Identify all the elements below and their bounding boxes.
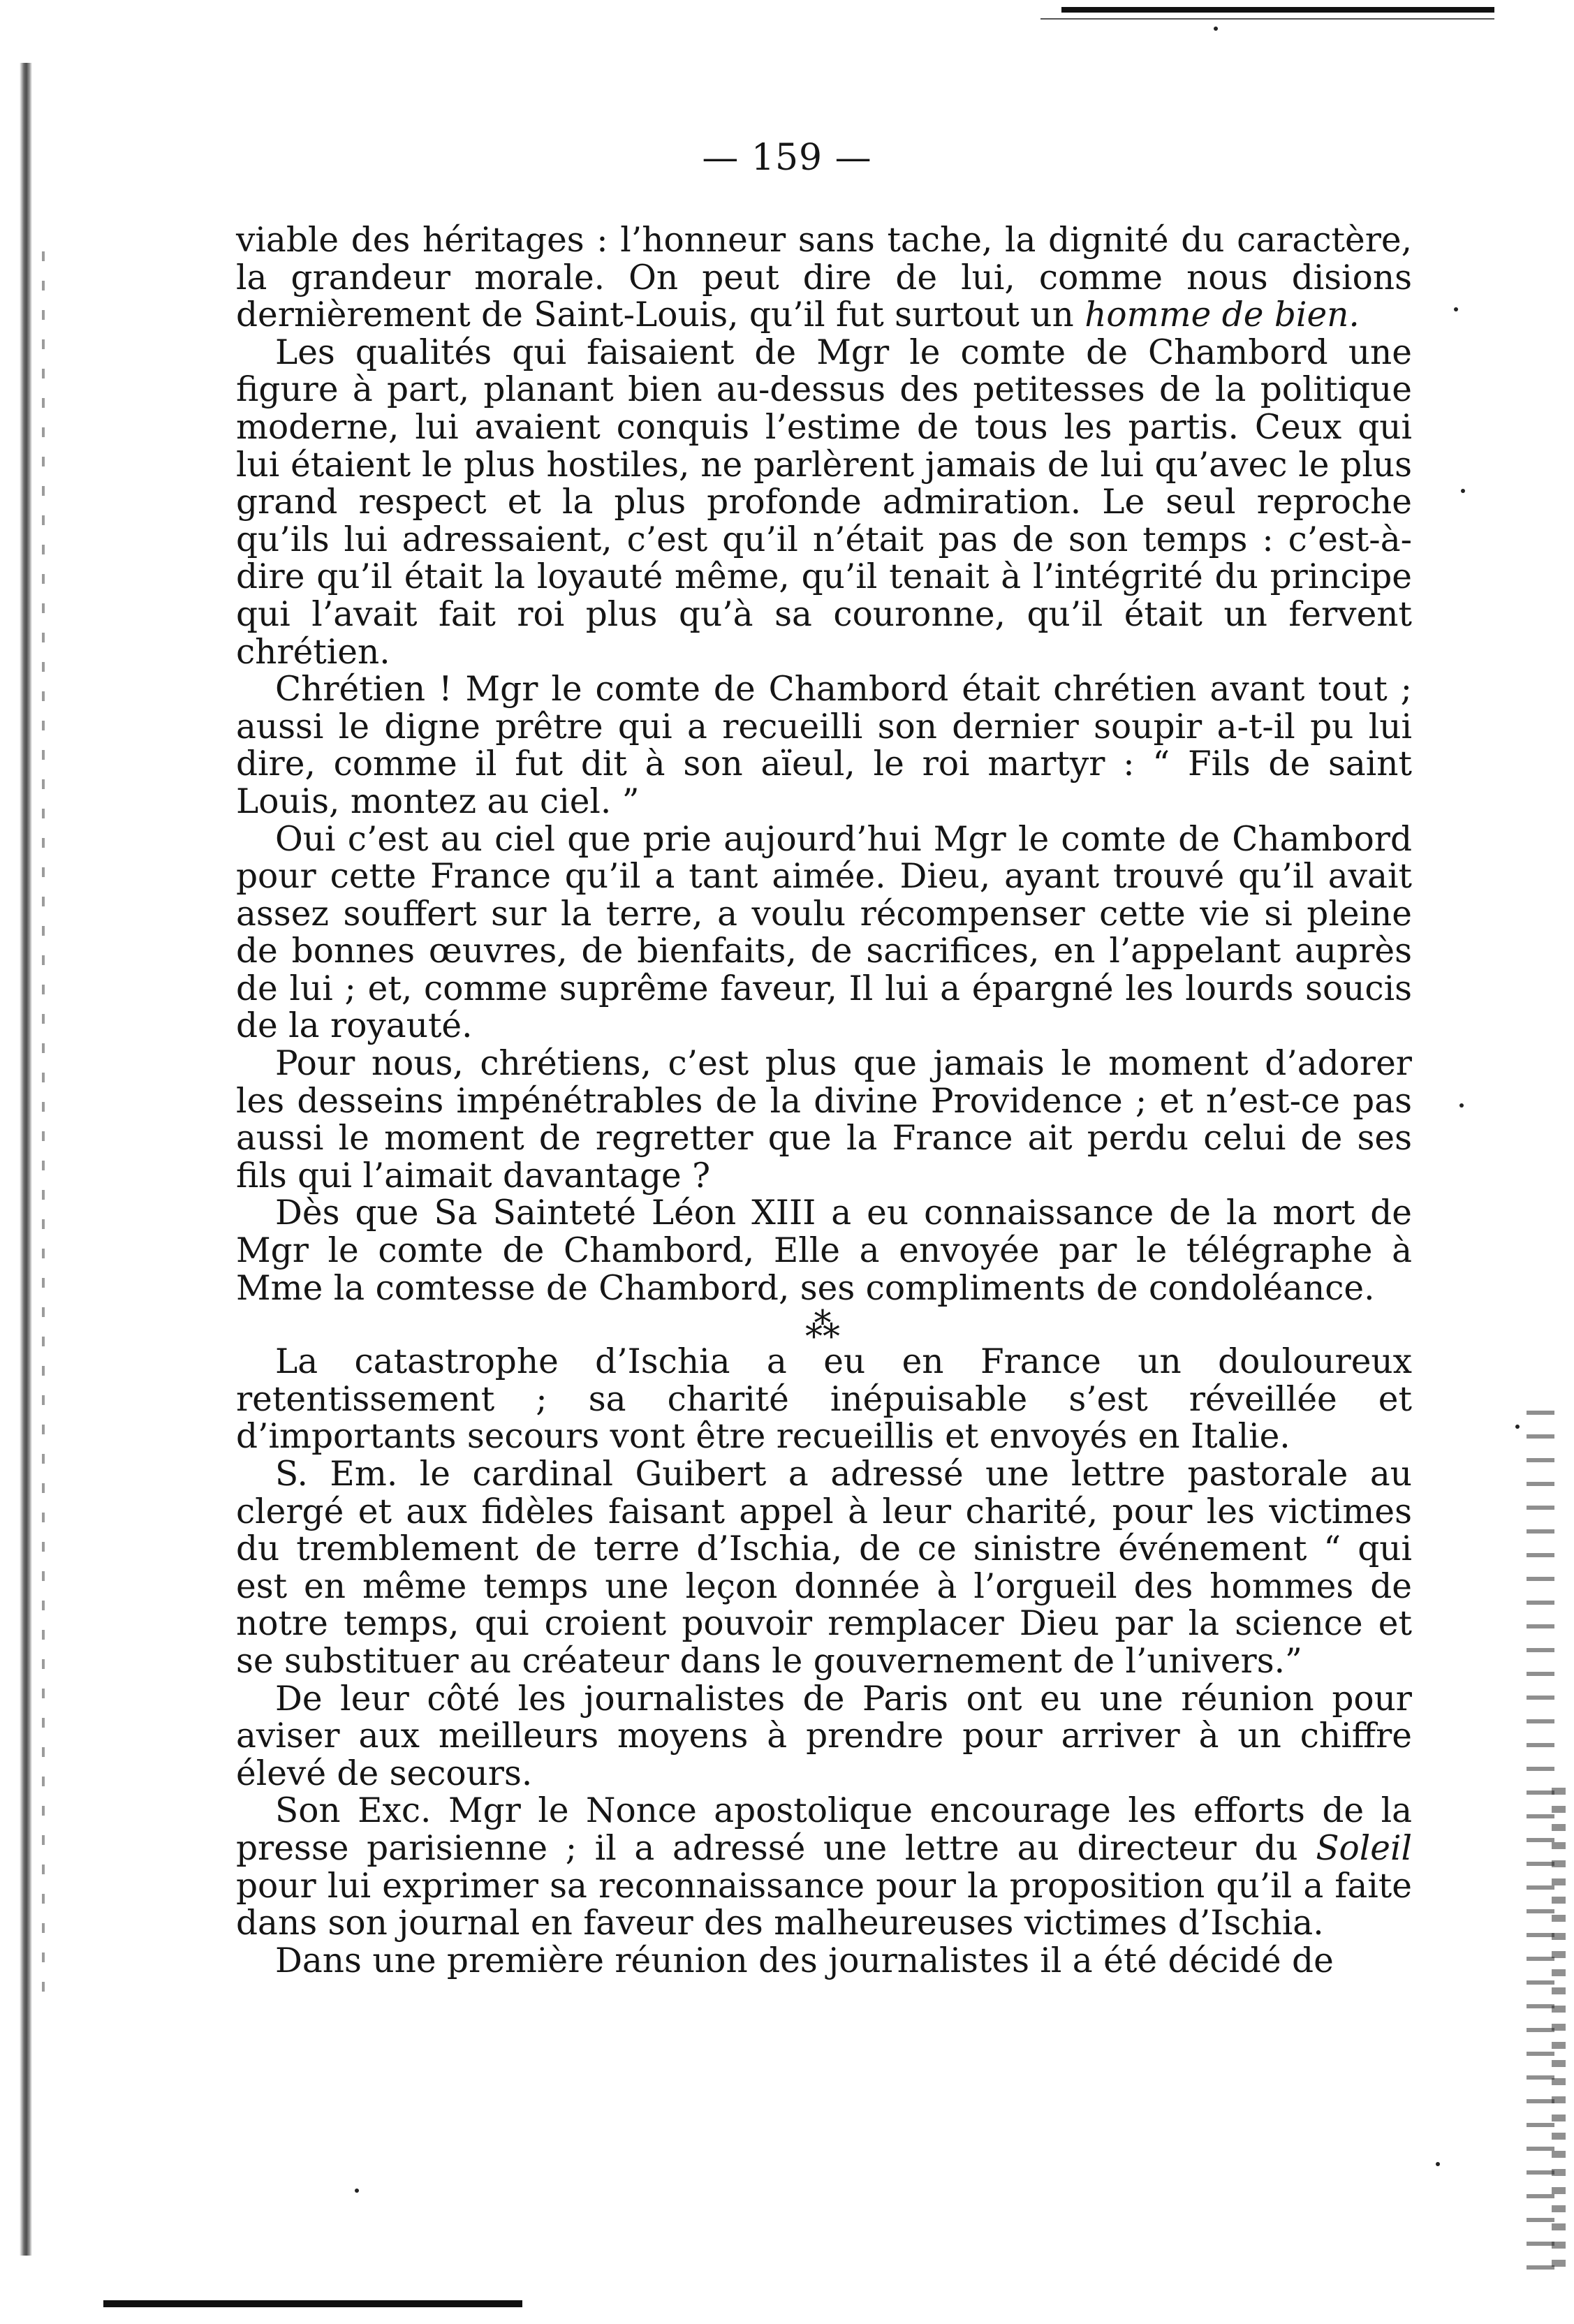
italic-text: Soleil [1316,1828,1412,1868]
text-run: Les qualités qui faisaient de Mgr le comte de Chambord une figure à part, planant bien au-dessus des petitesses de la politique moderne, lui avaient conquis l’estime de tous les partis. Ceux qui lui étaient le plus hostiles, ne parlèrent jamais de lui qu’avec le plus grand respect et la plus profonde admiration. Le seul reproche qu’ils lui adressaient, c’est qu’il n’était pas de son temps : c’est-à-dire qu’il était la loyauté même, qu’il tenait à l’intégrité du principe qui l’avait fait roi plus qu’à sa couronne, qu’il était un fervent chrétien. [236,332,1412,672]
scan-right-specks-secondary [1552,1788,1566,2277]
scan-speck [1515,1425,1520,1429]
text-run: Pour nous, chrétiens, c’est plus que jamais le moment d’adorer les desseins impénétrables de la divine Providence ; et n’est-ce pas aussi le moment de regretter que la France ait perdu celui de ses fils qui l’aimait davantage ? [236,1044,1412,1196]
text-run: Dès que Sa Sainteté Léon XIII a eu connaissance de la mort de Mgr le comte de Chambord, Elle a envoyée par le télégraphe à Mme la comtesse de Chambord, ses compliments de condoléance. [236,1193,1412,1308]
paragraph [236,1344,1412,1456]
paragraph [236,1681,1412,1793]
text-run: Chrétien ! Mgr le comte de Chambord était chrétien avant tout ; aussi le digne prêtre qui a recueilli son dernier soupir a-t-il pu lui dire, comme il fut dit à son aïeul, le roi martyr : “ Fils de saint Louis, montez au ciel. ” [236,670,1412,821]
paragraph [236,1793,1412,1942]
text-run: S. Em. le cardinal Guibert a adressé une lettre pastorale au clergé et aux fidèles faisant appel à leur charité, pour les victimes du tremblement de terre d’Ischia, de ce sinistre événement “ qui est en même temps une leçon donnée à l’orgueil des hommes de notre temps, qui croient pouvoir remplacer Dieu par la science et se substituer au créateur dans le gouvernement de l’univers.” [236,1455,1412,1681]
paragraph [236,821,1412,1046]
scan-top-rule-thin [1040,18,1494,20]
scan-right-specks [1527,1411,1554,2277]
paragraph [236,222,1412,334]
paragraph [236,671,1412,821]
scan-speck [1459,1103,1464,1108]
text-run: Dans une première réunion des journalistes il a été décidé de [275,1941,1334,1980]
scan-edge-shadow [20,63,32,2256]
scan-top-rule [1061,7,1494,13]
paragraph [236,1943,1412,1980]
paragraph [236,1045,1412,1195]
italic-text: homme de bien. [1084,295,1360,335]
text-run: De leur côté les journalistes de Paris ont eu une réunion pour aviser aux meilleurs moyens à prendre pour arriver à un chiffre élevé de secours. [236,1679,1412,1793]
text-run: La catastrophe d’Ischia a eu en France un douloureux retentissement ; sa charité inépuisable s’est réveillée et d’importants secours vont être recueillis et envoyés en Italie. [236,1342,1412,1457]
text-run: pour lui exprimer sa reconnaissance pour la proposition qu’il a faite dans son journal en faveur des malheureuses victimes d’Ischia. [236,1866,1412,1943]
scan-speck [355,2189,359,2193]
paragraph [236,1195,1412,1307]
scan-edge-specks [42,251,45,1997]
page-number: — 159 — [702,137,872,179]
body-text [236,222,1412,1980]
scan-bottom-rule [103,2300,522,2307]
scan-speck [1436,2162,1440,2166]
text-run: viable des héritages : l’honneur sans tache, la dignité du caractère, la grandeur morale. On peut dire de lui, comme nous disions dernièrement de Saint-Louis, qu’il fut surtout un [236,221,1412,335]
scan-speck [1214,27,1218,31]
text-run: Oui c’est au ciel que prie aujourd’hui Mgr le comte de Chambord pour cette France qu’il a tant aimée. Dieu, ayant trouvé qu’il avait assez souffert sur la terre, a voulu récompenser cette vie si pleine de bonnes œuvres, de bienfaits, de sacrifices, en l’appelant auprès de lui ; et, comme suprême faveur, Il lui a épargné les lourds soucis de la royauté. [236,819,1412,1046]
section-asterism: ⁂ [805,1305,843,1346]
scan-speck [1454,307,1458,311]
paragraph [236,1456,1412,1681]
scan-speck [1461,489,1465,493]
text-run: Son Exc. Mgr le Nonce apostolique encourage les efforts de la presse parisienne ; il a adressé une lettre au directeur du [236,1791,1412,1868]
paragraph [236,334,1412,671]
